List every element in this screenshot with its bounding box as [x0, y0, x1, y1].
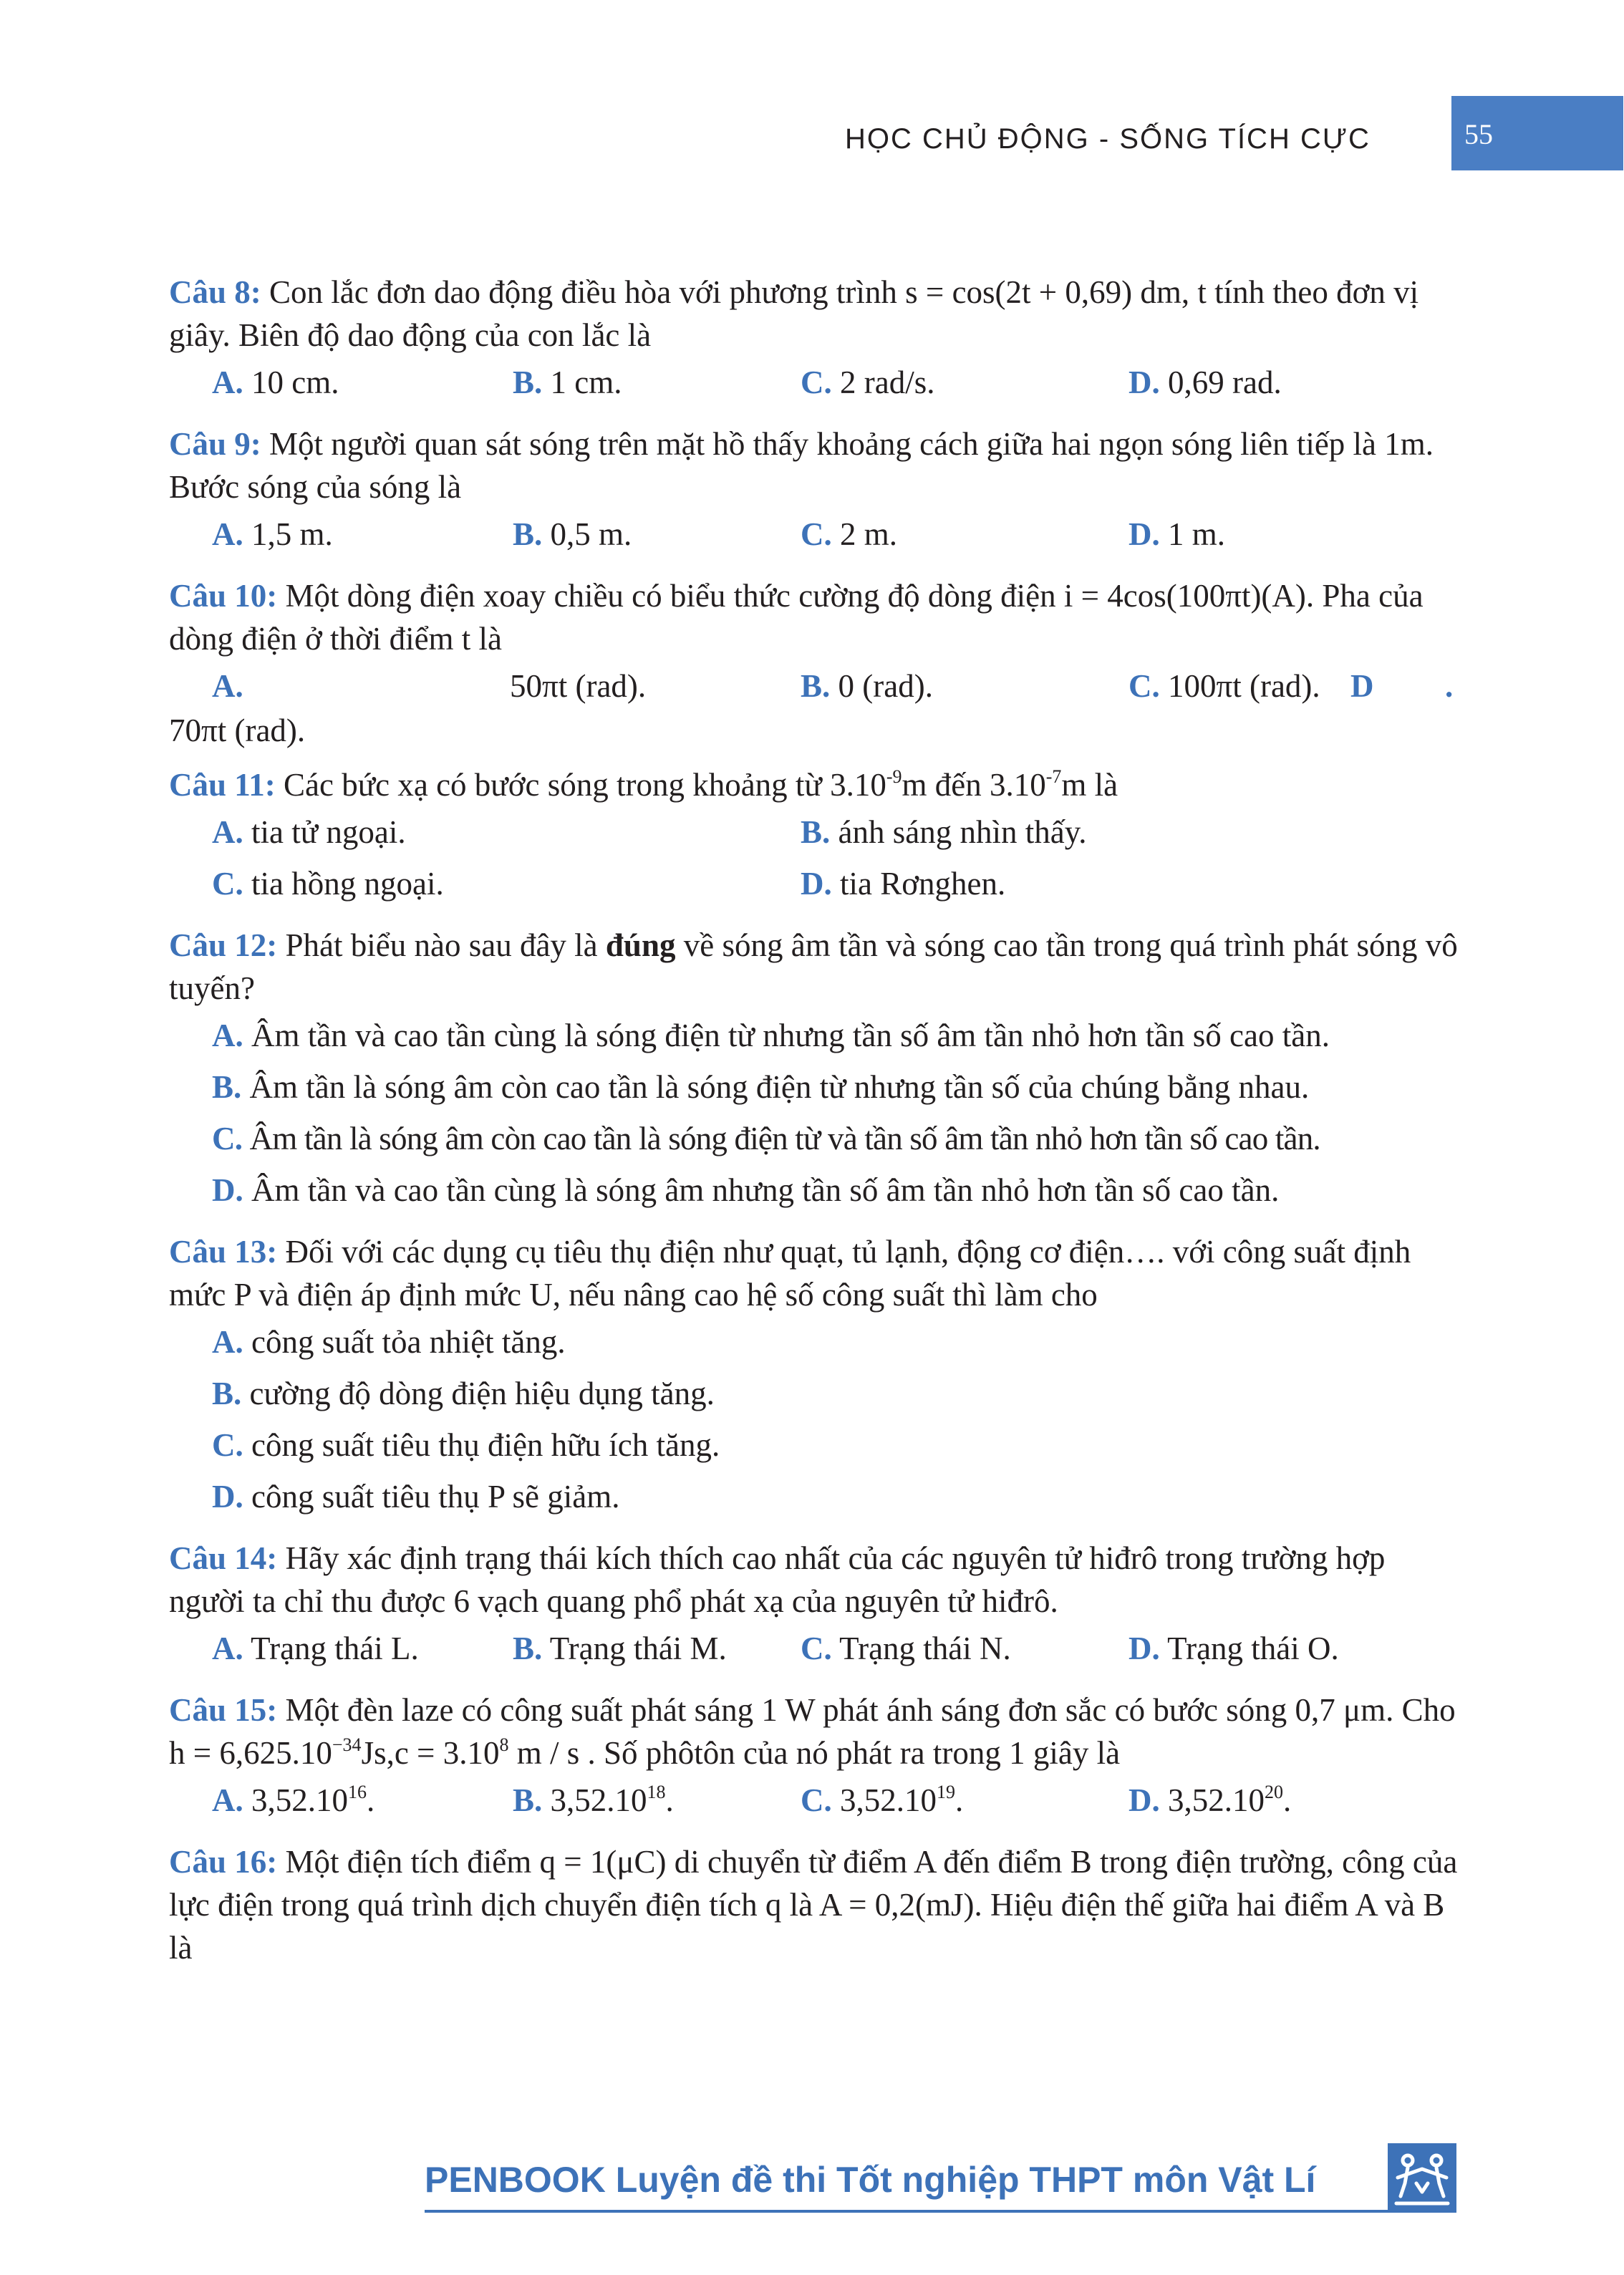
option-d: D. công suất tiêu thụ P sẽ giảm.: [212, 1479, 620, 1515]
option-a: A. tia tử ngoại.: [212, 814, 406, 850]
options-row: [169, 357, 1458, 408]
options-row: [169, 1623, 1458, 1674]
question-10: Câu 10: Một dòng điện xoay chiều có biểu thức cường độ dòng điện i = 4cos(100πt)(A). Pha của dòng điện ở thời điểm t là: [169, 578, 1424, 657]
option-a: A. Âm tần và cao tần cùng là sóng điện từ nhưng tần số âm tần nhỏ hơn tần số cao tần.: [212, 1018, 1330, 1053]
option-c: C. tia hồng ngoại.: [212, 866, 444, 902]
option-d: D. 1 m.: [1128, 516, 1226, 552]
option-d-wrap: 70πt (rad).: [169, 713, 306, 748]
option-a: A. công suất tỏa nhiệt tăng.: [212, 1324, 566, 1360]
question-13: Câu 13: Đối với các dụng cụ tiêu thụ điện như quạt, tủ lạnh, động cơ điện…. với công suất định mức P và điện áp định mức U, nếu nâng cao hệ số công suất thì làm cho: [169, 1234, 1411, 1313]
options-row: [169, 660, 1458, 712]
option-d: D. Âm tần và cao tần cùng là sóng âm nhưng tần số âm tần nhỏ hơn tần số cao tần.: [212, 1172, 1280, 1208]
option-b: B. 0,5 m.: [513, 516, 632, 552]
options-row: [169, 858, 1458, 909]
option-c: C. Trạng thái N.: [801, 1631, 1011, 1666]
options-list: [169, 1010, 1458, 1216]
question-11: Câu 11: Các bức xạ có bước sóng trong khoảng từ $3.10^{-9}m$ đến $3.10^{-7}m$ là: [169, 766, 1118, 803]
option-d: D. 3,52.10$^{20}$.: [1128, 1782, 1292, 1818]
option-b: B. Trạng thái M.: [513, 1631, 727, 1666]
running-header: HỌC CHỦ ĐỘNG - SỐNG TÍCH CỰC: [845, 123, 1371, 155]
options-row: [169, 1774, 1458, 1826]
option-c: C. 3,52.10$^{19}$.: [801, 1782, 964, 1818]
option-c: C. Âm tần là sóng âm còn cao tần là sóng điện từ và tần số âm tần nhỏ hơn tần số cao tần.: [212, 1121, 1320, 1156]
option-a: A. 3,52.10$^{16}$.: [212, 1782, 375, 1818]
page-number-box: [1451, 96, 1623, 170]
option-b: B. ánh sáng nhìn thấy.: [801, 814, 1087, 850]
option-a: A. 10 cm.: [212, 364, 339, 400]
option-c: C. công suất tiêu thụ điện hữu ích tăng.: [212, 1427, 720, 1463]
options-list: [169, 1316, 1458, 1522]
option-a: A.: [212, 668, 243, 704]
option-c: C. 100πt (rad).: [1128, 668, 1320, 704]
option-b: B. 3,52.10$^{18}$.: [513, 1782, 674, 1818]
option-a: A. 1,5 m.: [212, 516, 333, 552]
options-row: [169, 508, 1458, 560]
option-d-dot: .: [1445, 668, 1454, 704]
question-12: Câu 12: Phát biểu nào sau đây là đúng về sóng âm tần và sóng cao tần trong quá trình phát sóng vô tuyến?: [169, 927, 1458, 1006]
option-b: B. 1 cm.: [513, 364, 622, 400]
footer-divider: [425, 2210, 1456, 2213]
option-d-label: D: [1350, 668, 1374, 704]
question-15: Câu 15: Một đèn laze có công suất phát sáng 1 W phát ánh sáng đơn sắc có bước sóng 0,7 μm. Cho $h = 6,625.10^{-34}Js,c = 3.10^8$ m / s . Số phôtôn của nó phát ra trong 1 giây là: [169, 1692, 1456, 1771]
question-8: Câu 8: Con lắc đơn dao động điều hòa với phương trình s = cos(2t + 0,69) dm, t tính theo đơn vị giây. Biên độ dao động của con lắc là: [169, 274, 1419, 353]
option-b: B. 0 (rad).: [801, 668, 933, 704]
option-c: C. 2 m.: [801, 516, 898, 552]
footer-title: PENBOOK Luyện đề thi Tốt nghiệp THPT môn Vật Lí: [425, 2160, 1316, 2200]
option-a-text: 50πt (rad).: [510, 668, 647, 704]
option-a: A. Trạng thái L.: [212, 1631, 419, 1666]
option-c: C. 2 rad/s.: [801, 364, 935, 400]
options-row: [169, 806, 1458, 858]
option-d: D. Trạng thái O.: [1128, 1631, 1339, 1666]
questions-body: [169, 271, 1458, 1969]
option-d: D. tia Rơnghen.: [801, 866, 1006, 902]
question-9: Câu 9: Một người quan sát sóng trên mặt hồ thấy khoảng cách giữa hai ngọn sóng liên tiếp là 1m. Bước sóng của sóng là: [169, 426, 1434, 505]
option-b: B. cường độ dòng điện hiệu dụng tăng.: [212, 1376, 715, 1411]
option-d: D. 0,69 rad.: [1128, 364, 1282, 400]
question-14: Câu 14: Hãy xác định trạng thái kích thích cao nhất của các nguyên tử hiđrô trong trường hợp người ta chỉ thu được 6 vạch quang phổ phát xạ của nguyên tử hiđrô.: [169, 1540, 1386, 1619]
question-16: Câu 16: Một điện tích điểm q = 1(μC) di chuyển từ điểm A đến điểm B trong điện trường, công của lực điện trong quá trình dịch chuyển điện tích q là A = 0,2(mJ). Hiệu điện thế giữa hai điểm A và B là: [169, 1844, 1458, 1966]
page-number: 55: [1464, 118, 1493, 150]
option-b: B. Âm tần là sóng âm còn cao tần là sóng điện từ nhưng tần số của chúng bằng nhau.: [212, 1069, 1310, 1105]
penbook-logo-icon: [1388, 2143, 1456, 2212]
